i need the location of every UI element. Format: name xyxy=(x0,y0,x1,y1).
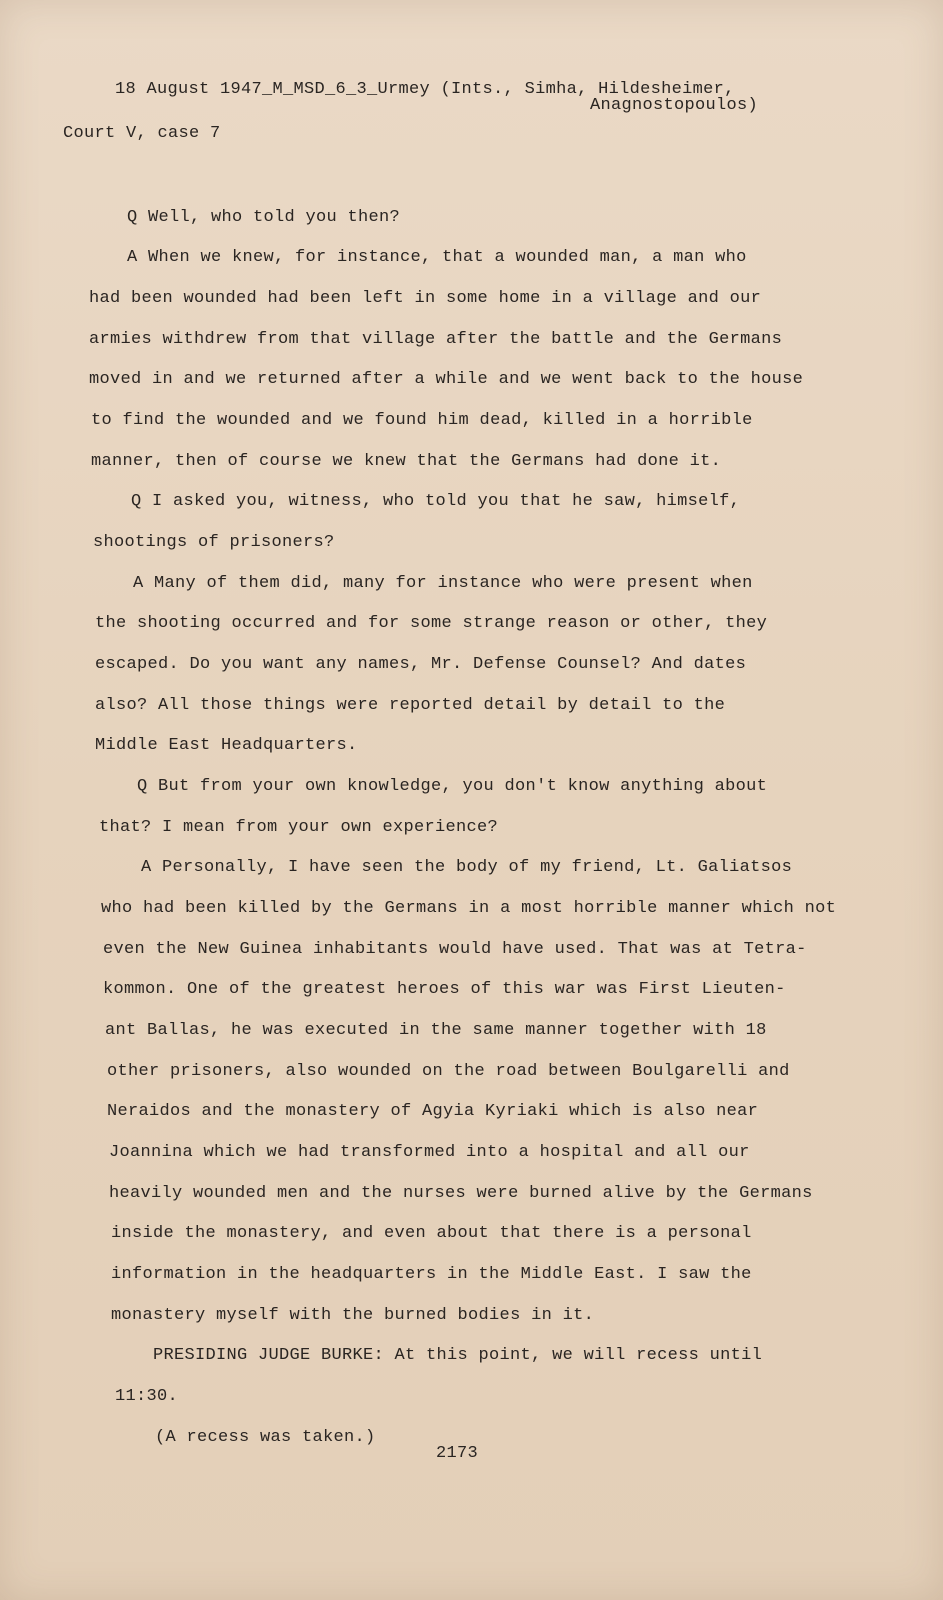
body-line-2: A When we knew, for instance, that a wounded man, a man who xyxy=(127,248,747,267)
body-line-26: inside the monastery, and even about that there is a personal xyxy=(111,1224,752,1243)
body-line-3: had been wounded had been left in some home in a village and our xyxy=(89,289,762,308)
body-line-12: escaped. Do you want any names, Mr. Defense Counsel? And dates xyxy=(95,655,747,674)
body-line-29: PRESIDING JUDGE BURKE: At this point, we will recess until xyxy=(153,1346,763,1365)
body-line-20: kommon. One of the greatest heroes of this war was First Lieuten- xyxy=(103,980,786,999)
body-line-27: information in the headquarters in the Middle East. I saw the xyxy=(111,1265,752,1284)
body-line-25: heavily wounded men and the nurses were burned alive by the Germans xyxy=(109,1184,813,1203)
body-line-30: 11:30. xyxy=(115,1387,179,1406)
page-number: 2173 xyxy=(436,1444,479,1463)
body-line-14: Middle East Headquarters. xyxy=(95,736,358,755)
body-line-28: monastery myself with the burned bodies in it. xyxy=(111,1306,595,1325)
body-line-17: A Personally, I have seen the body of my friend, Lt. Galiatsos xyxy=(141,858,793,877)
body-line-4: armies withdrew from that village after the battle and the Germans xyxy=(89,330,783,349)
body-line-22: other prisoners, also wounded on the road between Boulgarelli and xyxy=(107,1062,790,1081)
body-line-31: (A recess was taken.) xyxy=(155,1428,376,1447)
header-line-1: 18 August 1947_M_MSD_6_3_Urmey (Ints., Simha, Hildesheimer, xyxy=(115,80,735,99)
body-line-18: who had been killed by the Germans in a most horrible manner which not xyxy=(101,899,837,918)
body-line-8: Q I asked you, witness, who told you that he saw, himself, xyxy=(131,492,741,511)
body-line-1: Q Well, who told you then? xyxy=(127,208,401,227)
body-line-16: that? I mean from your own experience? xyxy=(99,818,499,837)
body-line-11: the shooting occurred and for some strange reason or other, they xyxy=(95,614,768,633)
body-line-7: manner, then of course we knew that the Germans had done it. xyxy=(91,452,722,471)
body-line-10: A Many of them did, many for instance who were present when xyxy=(133,574,753,593)
header-line-2: Anagnostopoulos) xyxy=(590,96,759,115)
body-line-24: Joannina which we had transformed into a hospital and all our xyxy=(109,1143,750,1162)
body-line-19: even the New Guinea inhabitants would have used. That was at Tetra- xyxy=(103,940,807,959)
body-line-15: Q But from your own knowledge, you don't know anything about xyxy=(137,777,768,796)
body-line-9: shootings of prisoners? xyxy=(93,533,335,552)
court-case: Court V, case 7 xyxy=(63,124,221,143)
body-line-5: moved in and we returned after a while and we went back to the house xyxy=(89,370,804,389)
body-line-13: also? All those things were reported detail by detail to the xyxy=(95,696,726,715)
body-line-21: ant Ballas, he was executed in the same manner together with 18 xyxy=(105,1021,767,1040)
body-line-23: Neraidos and the monastery of Agyia Kyriaki which is also near xyxy=(107,1102,759,1121)
body-line-6: to find the wounded and we found him dead, killed in a horrible xyxy=(91,411,753,430)
